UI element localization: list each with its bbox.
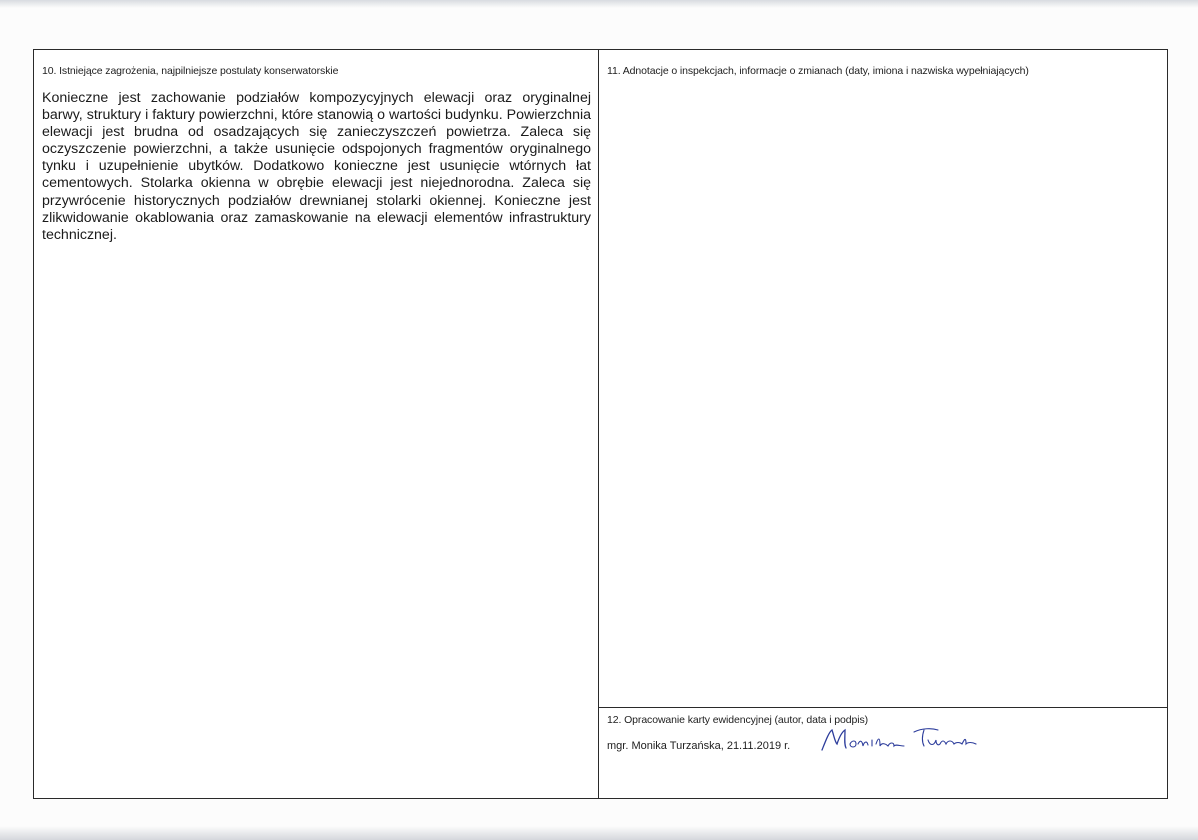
section-12-cell <box>599 707 1167 798</box>
section-10-label: 10. Istniejące zagrożenia, najpilniejsze postulaty konserwatorskie <box>42 65 339 77</box>
section-10-cell <box>34 50 599 798</box>
scan-edge-bottom <box>0 826 1198 840</box>
record-card-form <box>33 49 1168 799</box>
section-10-text: Konieczne jest zachowanie podziałów kompozycyjnych elewacji oraz oryginalnej barwy, struktury i faktury powierzchni, które stanowią o wartości budynku. Powierzchnia elewacji jest brudna od osadzających się zanieczyszczeń powietrza. Zaleca się oczyszczenie powierzchni, a także usunięcie odspojonych fragmentów oryginalnego tynku i uzupełnienie ubytków. Dodatkowo konieczne jest usunięcie wtórnych łat cementowych. Stolarka okienna w obrębie elewacji jest niejednorodna. Zaleca się przywrócenie historycznych podziałów drewnianej stolarki okiennej. Konieczne jest zlikwidowanie okablowania oraz zamaskowanie na elewacji elementów infrastruktury technicznej. <box>42 90 591 243</box>
section-11-cell <box>599 50 1167 798</box>
scan-edge-top <box>0 0 1198 8</box>
section-12-label: 12. Opracowanie karty ewidencyjnej (autor, data i podpis) <box>607 714 869 726</box>
author-date-line: mgr. Monika Turzańska, 21.11.2019 r. <box>607 740 791 752</box>
section-11-label: 11. Adnotacje o inspekcjach, informacje o zmianach (daty, imiona i nazwiska wypełniających) <box>607 65 1029 77</box>
handwritten-signature <box>820 722 980 756</box>
